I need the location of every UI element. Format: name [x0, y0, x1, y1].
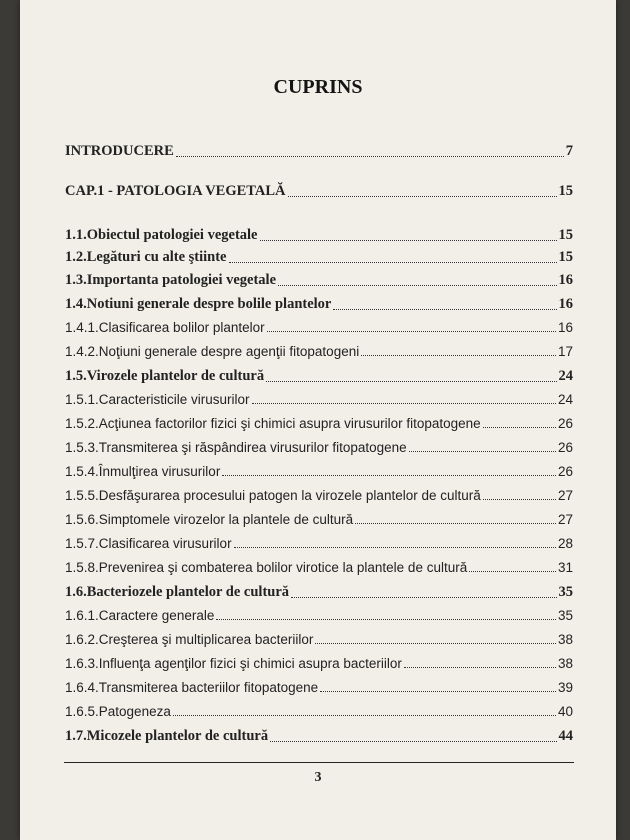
toc-entry: [65, 143, 573, 160]
toc-entry-label: 1.5.Virozele plantelor de cultură: [65, 368, 265, 384]
toc-entry-page: 24: [557, 392, 573, 407]
toc-entry-page: 15: [558, 249, 573, 265]
toc-entry-page: 26: [557, 440, 573, 455]
toc-entry: [65, 656, 573, 671]
toc-entry-label: 1.1.Obiectul patologiei vegetale: [65, 227, 258, 243]
toc-leader-dots: [355, 522, 556, 524]
toc-leader-dots: [260, 239, 557, 241]
toc-entry-page: 38: [557, 656, 573, 671]
toc-entry-page: 15: [558, 227, 573, 243]
toc-entry-page: 31: [557, 560, 573, 575]
toc-leader-dots: [270, 740, 556, 742]
book-page: [20, 0, 616, 840]
toc-leader-dots: [216, 618, 556, 620]
toc-entry: [65, 368, 573, 385]
toc-entry-page: 35: [558, 584, 573, 600]
toc-entry: [65, 464, 573, 479]
toc-entry-label: 1.5.3.Transmiterea şi răspândirea virusurilor fitopatogene: [65, 440, 407, 455]
toc-entry: [65, 584, 573, 601]
toc-entry-page: 35: [557, 608, 573, 623]
toc-entry-label: 1.6.3.Influenţa agenţilor fizici şi chimici asupra bacteriilor: [65, 656, 402, 671]
toc-leader-dots: [404, 666, 556, 668]
toc-leader-dots: [288, 195, 557, 197]
toc-entry: [65, 488, 573, 503]
toc-leader-dots: [222, 474, 556, 476]
toc-entry: [65, 632, 573, 647]
toc-entry-page: 26: [557, 416, 573, 431]
toc-leader-dots: [409, 450, 556, 452]
toc-leader-dots: [469, 570, 556, 572]
toc-entry: [65, 272, 573, 289]
toc-entry-page: 27: [557, 512, 573, 527]
toc-leader-dots: [252, 402, 556, 404]
toc-entry-label: 1.6.5.Patogeneza: [65, 704, 171, 719]
toc-entry: [65, 560, 573, 575]
toc-leader-dots: [291, 596, 556, 598]
toc-entry-label: 1.4.1.Clasificarea bolilor plantelor: [65, 320, 265, 335]
toc-entry-label: 1.5.5.Desfăşurarea procesului patogen la virozele plantelor de cultură: [65, 488, 481, 503]
toc-entry-page: 26: [557, 464, 573, 479]
toc-entry-label: 1.6.2.Creşterea şi multiplicarea bacteriilor: [65, 632, 314, 647]
toc-entry: [65, 392, 573, 407]
toc-leader-dots: [234, 546, 556, 548]
toc-entry-page: 16: [558, 296, 573, 312]
toc-entry: [65, 320, 573, 335]
toc-leader-dots: [173, 714, 556, 716]
toc-entry-label: 1.5.6.Simptomele virozelor la plantele de cultură: [65, 512, 354, 527]
toc-entry: [65, 344, 573, 359]
toc-entry: [65, 249, 573, 266]
toc-entry-label: 1.2.Legături cu alte ştiinte: [65, 249, 227, 265]
toc-entry-page: 40: [557, 704, 573, 719]
toc-leader-dots: [278, 284, 556, 286]
toc-entry: [65, 227, 573, 244]
toc-entry-label: 1.5.4.Înmulţirea virusurilor: [65, 464, 221, 479]
toc-entry-label: 1.5.8.Prevenirea şi combaterea bolilor virotice la plantele de cultură: [65, 560, 468, 575]
toc-entry: [65, 183, 573, 200]
toc-leader-dots: [266, 380, 556, 382]
toc-entry-label: 1.4.2.Noţiuni generale despre agenţii fitopatogeni: [65, 344, 360, 359]
toc-leader-dots: [315, 642, 556, 644]
toc-entry-label: CAP.1 - PATOLOGIA VEGETALĂ: [65, 183, 286, 199]
toc-leader-dots: [361, 354, 556, 356]
toc-entry-label: 1.6.1.Caractere generale: [65, 608, 215, 623]
toc-entry-page: 16: [557, 320, 573, 335]
toc-entry-label: 1.6.Bacteriozele plantelor de cultură: [65, 584, 290, 600]
toc-entry: [65, 704, 573, 719]
toc-entry: [65, 296, 573, 313]
toc-entry-label: 1.5.7.Clasificarea virusurilor: [65, 536, 232, 551]
toc-entry: [65, 680, 573, 695]
toc-entry: [65, 536, 573, 551]
toc-entry-label: 1.6.4.Transmiterea bacteriilor fitopatogene: [65, 680, 319, 695]
toc-entry-page: 44: [558, 728, 573, 744]
toc-leader-dots: [176, 155, 564, 157]
toc-entry-page: 39: [557, 680, 573, 695]
toc-entry-label: 1.7.Micozele plantelor de cultură: [65, 728, 269, 744]
toc-entry-page: 16: [558, 272, 573, 288]
toc-leader-dots: [483, 498, 556, 500]
toc-entry-label: 1.5.2.Acţiunea factorilor fizici şi chimici asupra virusurilor fitopatogene: [65, 416, 481, 431]
toc-entry-label: INTRODUCERE: [65, 143, 174, 159]
toc-entry: [65, 512, 573, 527]
toc-leader-dots: [333, 308, 556, 310]
toc-entry: [65, 728, 573, 745]
toc-entry-page: 27: [557, 488, 573, 503]
page-title: CUPRINS: [273, 76, 363, 98]
toc-entry: [65, 416, 573, 431]
toc-entry-page: 24: [558, 368, 573, 384]
toc-entry: [65, 608, 573, 623]
toc-leader-dots: [320, 690, 556, 692]
toc-entry-label: 1.4.Notiuni generale despre bolile plantelor: [65, 296, 332, 312]
toc-entry-page: 17: [557, 344, 573, 359]
toc-entry-label: 1.3.Importanta patologiei vegetale: [65, 272, 277, 288]
page-number: 3: [314, 770, 322, 785]
toc-entry-page: 38: [557, 632, 573, 647]
footer-divider: [64, 762, 574, 763]
toc-entry: [65, 440, 573, 455]
toc-leader-dots: [229, 261, 557, 263]
toc-entry-page: 7: [565, 143, 573, 159]
toc-entry-page: 28: [557, 536, 573, 551]
toc-leader-dots: [483, 426, 556, 428]
toc-entry-page: 15: [558, 183, 573, 199]
toc-leader-dots: [267, 330, 556, 332]
toc-entry-label: 1.5.1.Caracteristicile virusurilor: [65, 392, 250, 407]
